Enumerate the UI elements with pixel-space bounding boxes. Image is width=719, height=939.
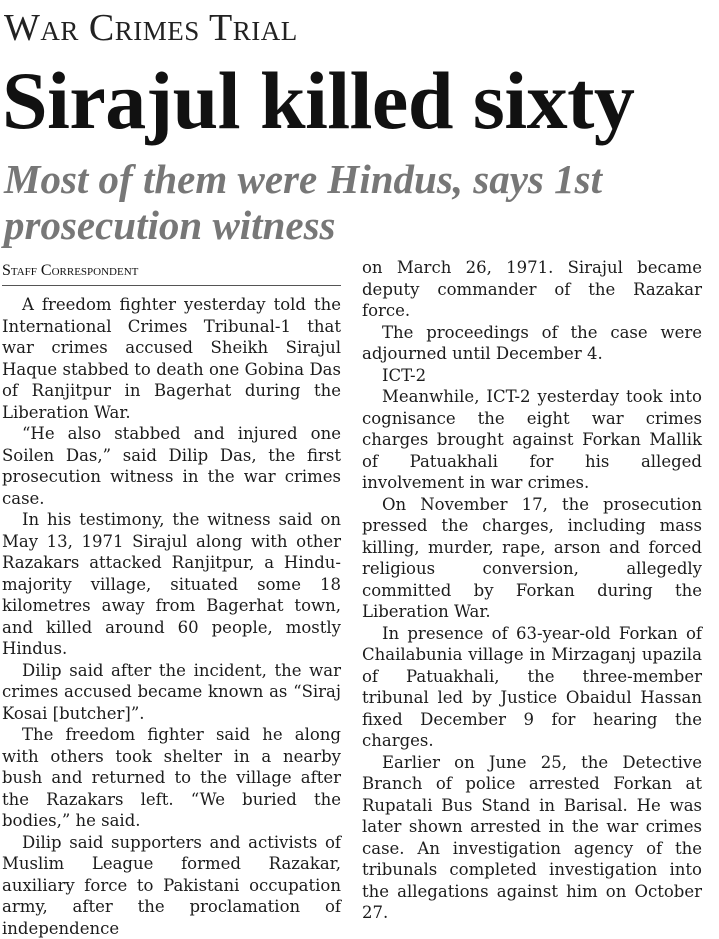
paragraph: Dilip said supporters and activists of Muslim League formed Razakar, auxiliary force to Pakistani occupation army, after the proclamation of independence [2,832,341,939]
paragraph: In his testimony, the witness said on May 13, 1971 Sirajul along with other Razakars attacked Ranjitpur, a Hindu-majority village, situated some 18 kilometres away from Bagerhat town, and killed around 60 people, mostly Hindus. [2,509,341,660]
section-kicker: War Crimes Trial [4,8,298,48]
subheadline: Most of them were Hindus, says 1st prosecution witness [4,156,704,248]
headline: Sirajul killed sixty [2,56,634,146]
byline: Staff Correspondent [2,262,138,280]
paragraph: The proceedings of the case were adjourned until December 4. [362,322,702,365]
paragraph: Dilip said after the incident, the war crimes accused became known as “Siraj Kosai [butcher]”. [2,660,341,725]
paragraph: In presence of 63-year-old Forkan of Chailabunia village in Mirzaganj upazila of Patuakhali, the three-member tribunal led by Justice Obaidul Hassan fixed December 9 for hearing the charges. [362,623,702,752]
paragraph: On November 17, the prosecution pressed the charges, including mass killing, murder, rape, arson and forced religious conversion, allegedly committed by Forkan during the Liberation War. [362,494,702,623]
section-subheading: ICT-2 [362,365,702,387]
paragraph: “He also stabbed and injured one Soilen Das,” said Dilip Das, the first prosecution witness in the war crimes case. [2,423,341,509]
paragraph: Earlier on June 25, the Detective Branch of police arrested Forkan at Rupatali Bus Stand in Barisal. He was later shown arrested in the war crimes case. An investigation agency of the tribunals completed investigation into the allegations against him on October 27. [362,752,702,924]
article-column-right [362,257,702,924]
paragraph: A freedom fighter yesterday told the International Crimes Tribunal-1 that war crimes accused Sheikh Sirajul Haque stabbed to death one Gobina Das of Ranjitpur in Bagerhat during the Liberation War. [2,294,341,423]
article-column-left [2,294,341,939]
paragraph: Meanwhile, ICT-2 yesterday took into cognisance the eight war crimes charges brought against Forkan Mallik of Patuakhali for his alleged involvement in war crimes. [362,386,702,494]
paragraph: The freedom fighter said he along with others took shelter in a nearby bush and returned to the village after the Razakars left. “We buried the bodies,” he said. [2,724,341,832]
paragraph-continuation: on March 26, 1971. Sirajul became deputy commander of the Razakar force. [362,257,702,322]
byline-divider [2,285,341,286]
